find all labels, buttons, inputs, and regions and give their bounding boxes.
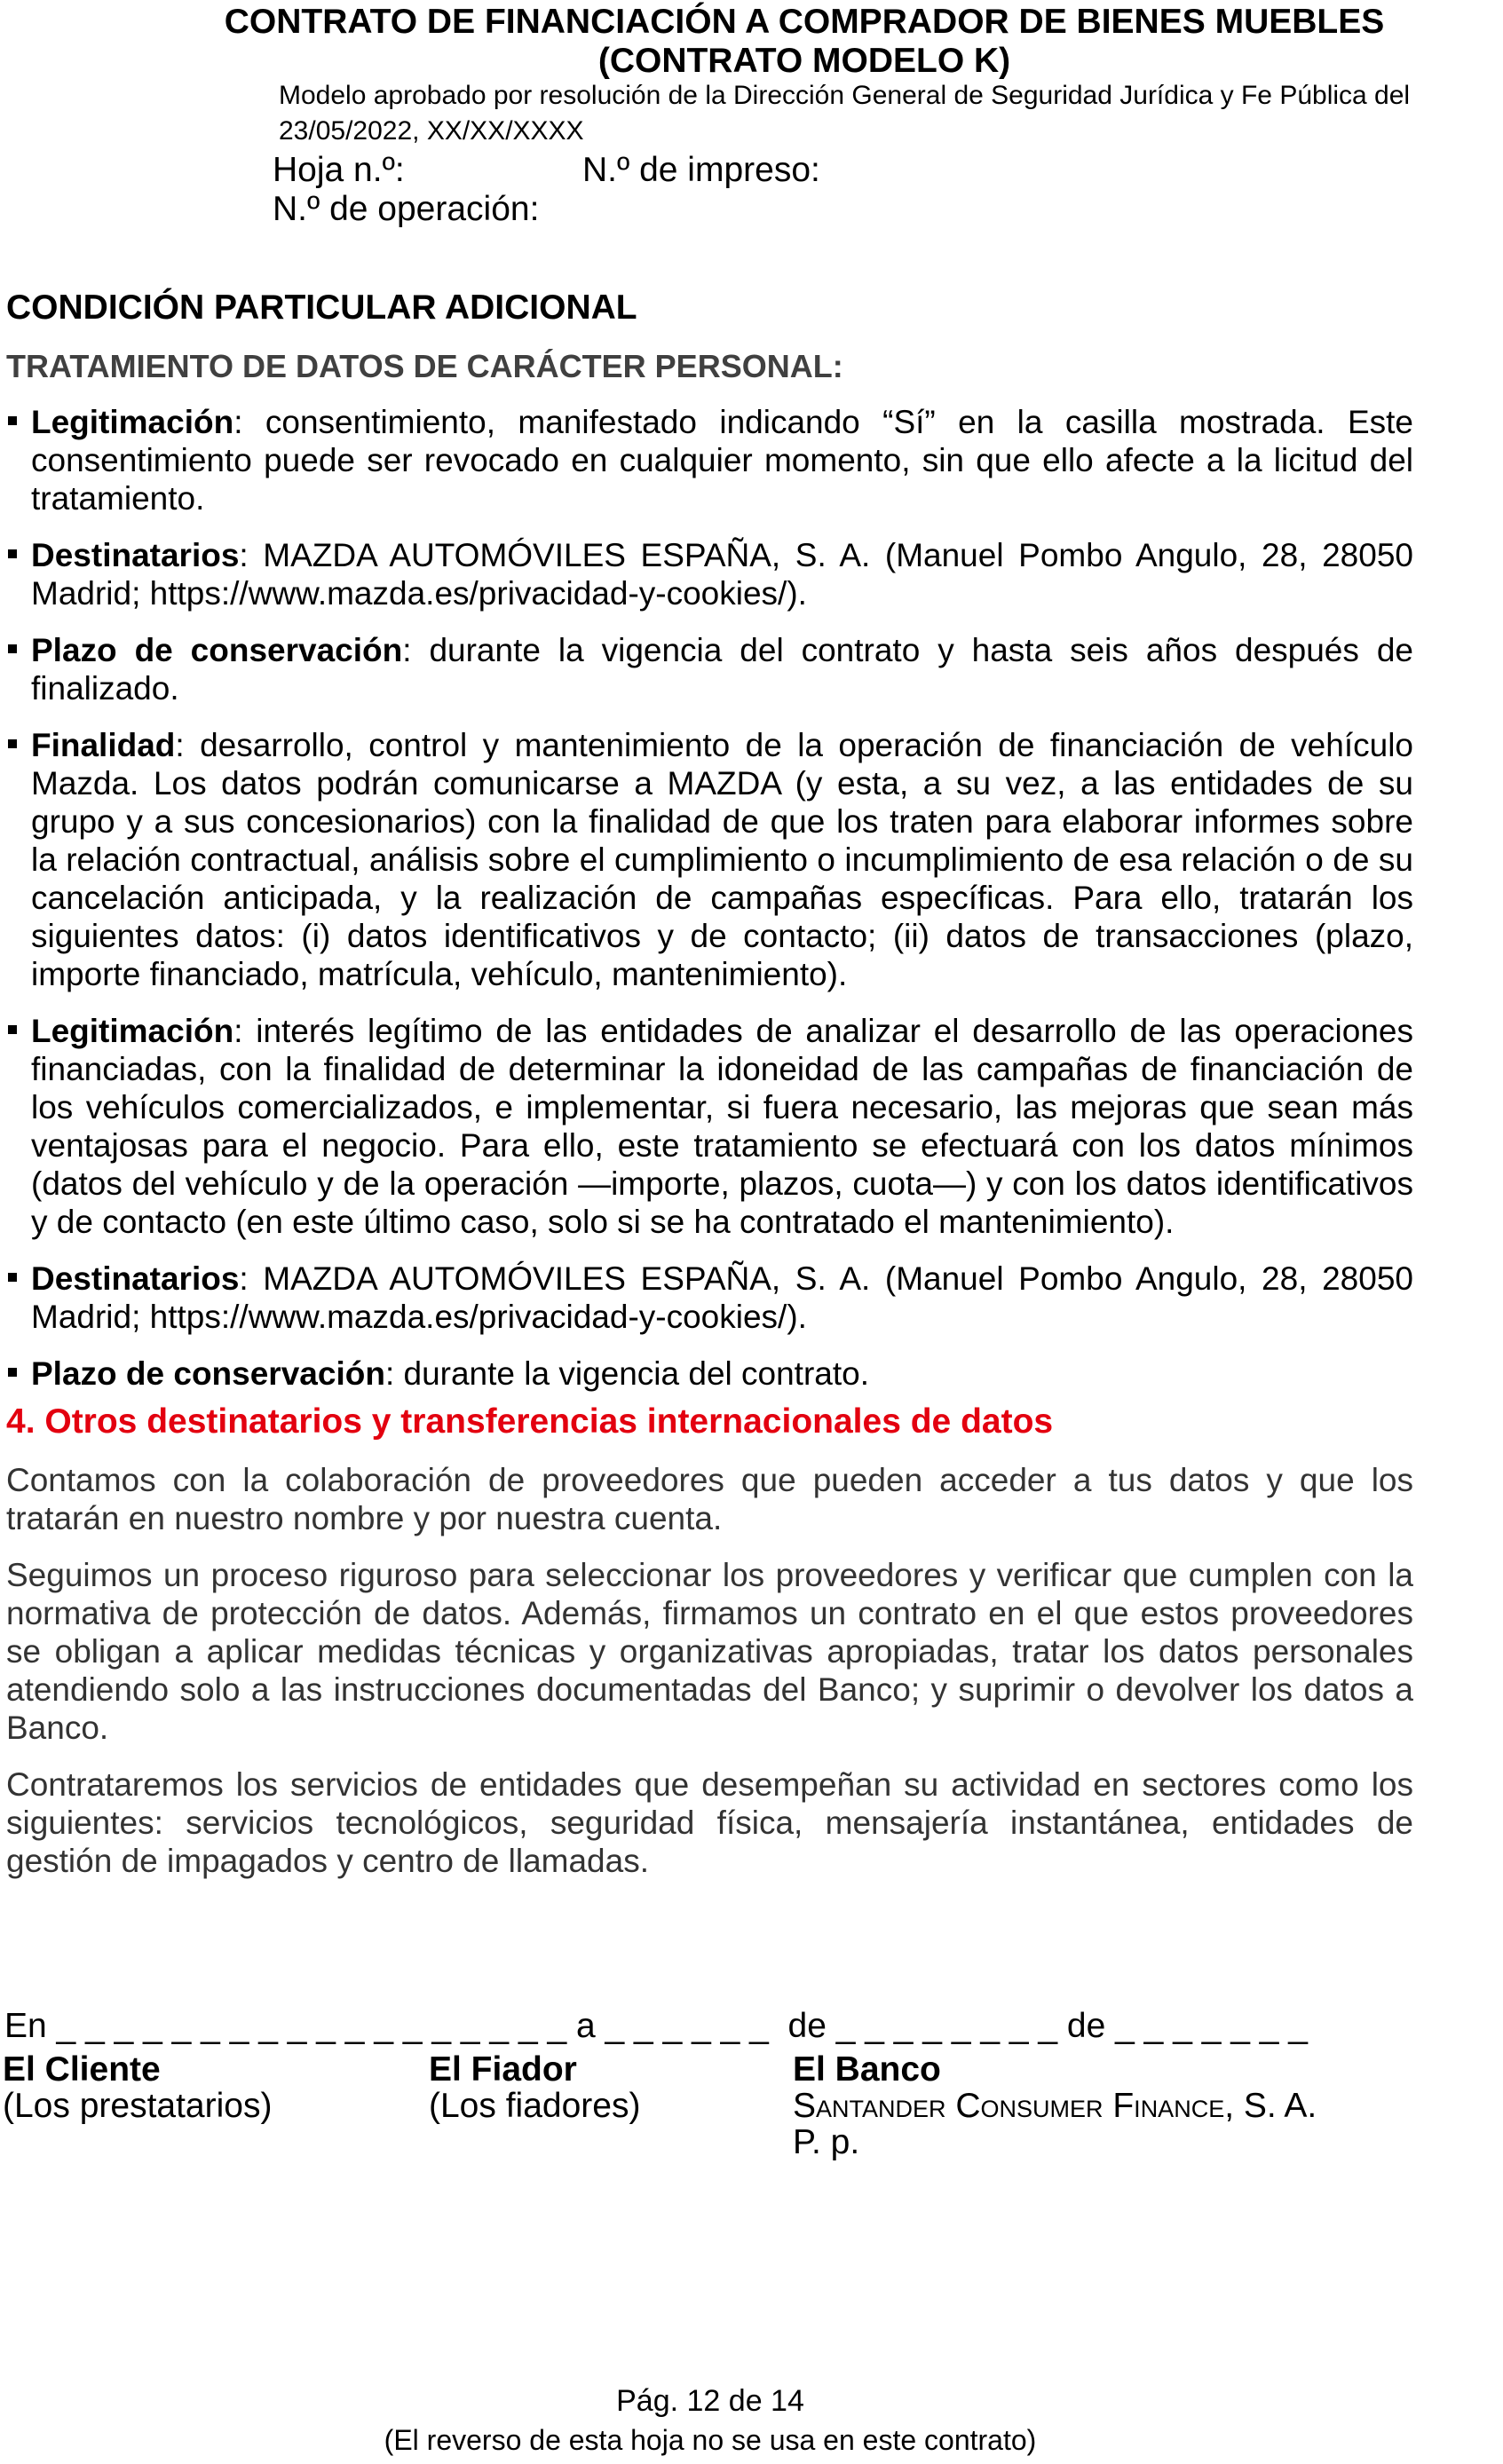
operation-number-label: N.º de operación: — [273, 190, 540, 228]
approval-line-1: Modelo aprobado por resolución de la Dirección General de Seguridad Jurídica y Fe Pública del — [279, 81, 1411, 110]
item-text: : durante la vigencia del contrato y hasta seis años después de finalizado. — [31, 632, 1413, 707]
list-item — [0, 726, 1413, 993]
section-4-heading: 4. Otros destinatarios y transferencias internacionales de datos — [6, 1402, 1054, 1441]
bullet-icon — [8, 739, 17, 748]
bank-signature-block — [793, 2051, 1317, 2160]
bullet-icon — [8, 1025, 17, 1034]
item-text: : consentimiento, manifestado indicando “Sí” en la casilla mostrada. Este consentimiento puede ser revocado en cualquier momento, sin que ello afecte a la licitud del tratamiento. — [31, 404, 1413, 517]
client-subtitle: (Los prestatarios) — [3, 2087, 273, 2125]
item-term: Plazo de conservación — [31, 1355, 385, 1392]
paragraph: Contrataremos los servicios de entidades que desempeñan su actividad en sectores como los siguientes: servicios tecnológicos, seguridad física, mensajería instantánea, entidades de gestión de impagados y centro de llamadas. — [6, 1766, 1413, 1879]
item-text: : durante la vigencia del contrato. — [384, 1355, 870, 1392]
item-text: : interés legítimo de las entidades de analizar el desarrollo de las operaciones financiadas, con la finalidad de determinar la idoneidad de las campañas de financiación de los vehículos comercializados, e implementar, si fuera necesario, las mejoras que sean más ventajosas para el negocio. Para ello, este tratamiento se efectuará con los datos mínimos (datos del vehículo y de la operación —importe, plazos, cuota—) y con los datos identificativos y de contacto (en este último caso, solo si se ha contratado el mantenimiento). — [31, 1013, 1413, 1240]
client-signature-block — [3, 2051, 272, 2124]
item-term: Destinatarios — [31, 1260, 240, 1297]
bank-name: Santander Consumer Finance, S. A. — [793, 2087, 1317, 2125]
approval-note — [279, 78, 1495, 149]
item-term: Finalidad — [31, 727, 176, 763]
item-text: : MAZDA AUTOMÓVILES ESPAÑA, S. A. (Manuel Pombo Angulo, 28, 28050 Madrid; https://www.mazda.es/privacidad-y-cookies/). — [31, 1260, 1413, 1335]
title-line-2: (CONTRATO MODELO K) — [597, 42, 1011, 80]
guarantor-subtitle: (Los fiadores) — [429, 2087, 641, 2125]
sheet-number-label: Hoja n.º: — [273, 151, 405, 189]
list-item — [0, 1260, 1413, 1336]
place-date-line: En _ _ _ _ _ _ _ _ _ _ _ _ _ _ _ _ _ _ a _ _ _ _ _ _ de _ _ _ _ _ _ _ _ de _ _ _ _ _ _ _ — [4, 2007, 1308, 2045]
document-title — [0, 3, 1503, 81]
section-4-body — [6, 1461, 1413, 1899]
list-item — [0, 1012, 1413, 1241]
bullet-icon — [8, 416, 17, 425]
bank-title: El Banco — [793, 2050, 941, 2089]
item-text: : MAZDA AUTOMÓVILES ESPAÑA, S. A. (Manuel Pombo Angulo, 28, 28050 Madrid; https://www.mazda.es/privacidad-y-cookies/). — [31, 537, 1413, 612]
bullet-icon — [8, 1273, 17, 1282]
data-treatment-list — [0, 403, 1420, 1393]
bullet-icon — [8, 644, 17, 653]
print-number-label: N.º de impreso: — [582, 151, 820, 189]
approval-line-2: 23/05/2022, XX/XX/XXXX — [279, 116, 584, 146]
guarantor-signature-block — [429, 2051, 640, 2124]
section-subheading: TRATAMIENTO DE DATOS DE CARÁCTER PERSONAL: — [6, 348, 843, 384]
guarantor-title: El Fiador — [429, 2050, 577, 2089]
item-term: Legitimación — [31, 404, 234, 440]
list-item — [0, 1354, 1413, 1393]
section-heading: CONDICIÓN PARTICULAR ADICIONAL — [6, 288, 637, 327]
item-text: : desarrollo, control y mantenimiento de la operación de financiación de vehículo Mazda. Los datos podrán comunicarse a MAZDA (y esta, a su vez, a las entidades de su grupo y a sus concesionarios) con la finalidad de que los traten para elaborar informes sobre la relación contractual, análisis sobre el cumplimiento o incumplimiento de esa relación o de su cancelación anticipada, y la realización de campañas específicas. Para ello, tratarán los siguientes datos: (i) datos identificativos y de contacto; (ii) datos de transacciones (plazo, importe financiado, matrícula, vehículo, mantenimiento). — [31, 727, 1413, 992]
item-term: Destinatarios — [31, 537, 240, 573]
paragraph: Contamos con la colaboración de proveedores que pueden acceder a tus datos y que los tratarán en nuestro nombre y por nuestra cuenta. — [6, 1462, 1413, 1536]
page-number: Pág. 12 de 14 — [616, 2384, 804, 2418]
paragraph: Seguimos un proceso riguroso para seleccionar los proveedores y verificar que cumplen con la normativa de protección de datos. Además, firmamos un contrato en el que estos proveedores se obligan a aplicar medidas técnicas y organizativas apropiadas, tratar los datos personales atendiendo solo a las instrucciones documentadas del Banco; y suprimir o devolver los datos a Banco. — [6, 1557, 1413, 1746]
reverse-note: (El reverso de esta hoja no se usa en este contrato) — [384, 2424, 1037, 2456]
item-term: Plazo de conservación — [31, 632, 403, 668]
list-item — [0, 403, 1413, 517]
list-item — [0, 631, 1413, 707]
client-title: El Cliente — [3, 2050, 161, 2089]
list-item — [0, 536, 1413, 612]
bullet-icon — [8, 1368, 17, 1377]
bullet-icon — [8, 549, 17, 558]
bank-pp: P. p. — [793, 2123, 860, 2161]
item-term: Legitimación — [31, 1013, 234, 1049]
title-line-1: CONTRATO DE FINANCIACIÓN A COMPRADOR DE BIENES MUEBLES — [224, 3, 1385, 41]
